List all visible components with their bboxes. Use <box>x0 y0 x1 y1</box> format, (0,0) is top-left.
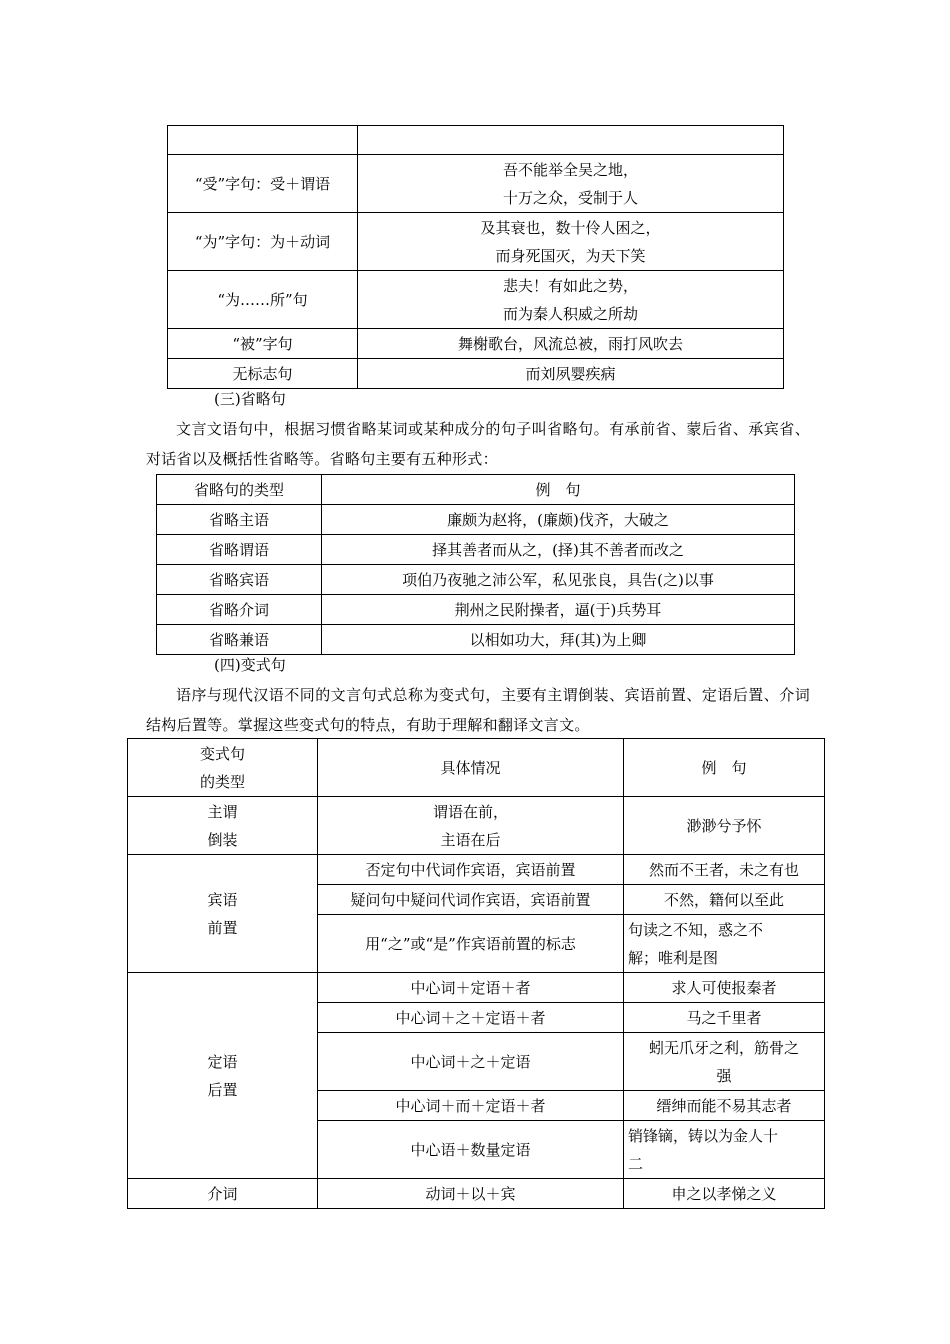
sentence-type-cell: “被”字句 <box>168 329 358 359</box>
detail-cell <box>318 797 624 855</box>
example-line: 而身死国灭，为天下笑 <box>495 246 646 265</box>
sentence-type-cell: 无标志句 <box>168 359 358 389</box>
table-header-cell <box>168 126 358 155</box>
example-cell: 廉颇为赵将，(廉颇)伐齐，大破之 <box>322 505 795 535</box>
example-cell: 马之千里者 <box>624 1003 825 1033</box>
type-line: 后置 <box>207 1080 238 1099</box>
sentence-type-cell: “为”字句：为＋动词 <box>168 213 358 271</box>
type-line: 宾语 <box>207 890 238 909</box>
example-line: 销锋镝，铸以为金人十 <box>628 1126 779 1145</box>
example-line: 悲夫！有如此之势， <box>502 276 638 295</box>
example-cell: 择其善者而从之，(择)其不善者而改之 <box>322 535 795 565</box>
example-cell <box>624 1033 825 1091</box>
detail-cell: 中心语＋数量定语 <box>318 1121 624 1179</box>
example-cell: 缙绅而能不易其志者 <box>624 1091 825 1121</box>
sentence-type-cell: 省略介词 <box>157 595 322 625</box>
detail-cell: 用“之”或“是”作宾语前置的标志 <box>318 915 624 973</box>
table-row <box>128 1179 825 1209</box>
table-row <box>157 595 795 625</box>
section-paragraph: 语序与现代汉语不同的文言句式总称为变式句，主要有主谓倒装、宾语前置、定语后置、介词结构后置等。掌握这些变式句的特点，有助于理解和翻译文言文。 <box>146 686 810 734</box>
example-line: 吾不能举全吴之地， <box>502 160 638 179</box>
passive-sentence-table <box>167 125 784 389</box>
inversion-type-cell <box>128 855 318 973</box>
example-cell: 不然，籍何以至此 <box>624 885 825 915</box>
sentence-type-cell: “为……所”句 <box>168 271 358 329</box>
sentence-type-cell: 省略主语 <box>157 505 322 535</box>
example-line: 及其衰也，数十伶人困之， <box>480 218 661 237</box>
example-line: 强 <box>716 1066 732 1085</box>
example-cell: 求人可使报秦者 <box>624 973 825 1003</box>
example-line: 解；唯利是图 <box>628 948 719 967</box>
sentence-type-cell: 省略宾语 <box>157 565 322 595</box>
inversion-type-cell <box>128 973 318 1179</box>
table-header-cell: 例 句 <box>624 739 825 797</box>
table-row <box>128 855 825 885</box>
example-line: 而为秦人积威之所劫 <box>502 304 638 323</box>
example-cell: 荆州之民附操者，逼(于)兵势耳 <box>322 595 795 625</box>
table-row <box>168 329 784 359</box>
example-line: 句读之不知，惑之不 <box>628 920 764 939</box>
omission-sentence-table <box>156 474 795 655</box>
type-line: 主谓 <box>207 802 238 821</box>
table-row <box>168 271 784 329</box>
table-header-cell <box>128 739 318 797</box>
header-line: 变式句 <box>199 744 245 763</box>
section-title: (四)变式句 <box>214 656 286 674</box>
example-cell <box>358 271 784 329</box>
section-paragraph: 文言文语句中，根据习惯省略某词或某种成分的句子叫省略句。有承前省、蒙后省、承宾省、对话省以及概括性省略等。省略句主要有五种形式： <box>146 420 810 468</box>
type-line: 倒装 <box>207 830 238 849</box>
table-row <box>157 475 795 505</box>
example-cell <box>358 213 784 271</box>
table-row <box>157 535 795 565</box>
table-row <box>157 625 795 655</box>
detail-line: 谓语在前， <box>432 802 508 821</box>
detail-cell: 中心词＋而＋定语＋者 <box>318 1091 624 1121</box>
type-line: 定语 <box>207 1052 238 1071</box>
example-cell <box>358 155 784 213</box>
sentence-type-cell: 省略谓语 <box>157 535 322 565</box>
header-line: 的类型 <box>199 772 245 791</box>
type-line: 前置 <box>207 918 238 937</box>
section-title: (三)省略句 <box>214 390 286 408</box>
table-row <box>157 565 795 595</box>
inversion-type-cell <box>128 797 318 855</box>
example-cell: 项伯乃夜驰之沛公军，私见张良，具告(之)以事 <box>322 565 795 595</box>
example-cell: 而刘夙婴疾病 <box>358 359 784 389</box>
example-cell: 舞榭歌台，风流总被，雨打风吹去 <box>358 329 784 359</box>
example-cell: 申之以孝悌之义 <box>624 1179 825 1209</box>
inversion-type-cell: 介词 <box>128 1179 318 1209</box>
detail-line: 主语在后 <box>440 830 501 849</box>
example-cell <box>624 1121 825 1179</box>
detail-cell: 疑问句中疑问代词作宾语，宾语前置 <box>318 885 624 915</box>
table-row <box>128 739 825 797</box>
sentence-type-cell: 省略兼语 <box>157 625 322 655</box>
table-row <box>157 505 795 535</box>
table-row <box>168 126 784 155</box>
example-line: 二 <box>628 1154 644 1173</box>
sentence-type-cell: “受”字句：受＋谓语 <box>168 155 358 213</box>
table-header-cell <box>358 126 784 155</box>
detail-cell: 中心词＋之＋定语 <box>318 1033 624 1091</box>
example-line: 蚓无爪牙之利，筋骨之 <box>648 1038 799 1057</box>
table-header-cell: 例 句 <box>322 475 795 505</box>
detail-cell: 中心词＋定语＋者 <box>318 973 624 1003</box>
example-cell: 然而不王者，未之有也 <box>624 855 825 885</box>
table-header-cell: 省略句的类型 <box>157 475 322 505</box>
table-header-cell: 具体情况 <box>318 739 624 797</box>
table-row <box>128 797 825 855</box>
example-cell <box>624 915 825 973</box>
detail-cell: 动词＋以＋宾 <box>318 1179 624 1209</box>
example-cell: 渺渺兮予怀 <box>624 797 825 855</box>
table-row <box>128 973 825 1003</box>
detail-cell: 否定句中代词作宾语，宾语前置 <box>318 855 624 885</box>
table-row <box>168 155 784 213</box>
example-line: 十万之众，受制于人 <box>502 188 638 207</box>
detail-cell: 中心词＋之＋定语＋者 <box>318 1003 624 1033</box>
inverted-sentence-table <box>127 738 825 1209</box>
table-row <box>168 359 784 389</box>
table-row <box>168 213 784 271</box>
example-cell: 以相如功大，拜(其)为上卿 <box>322 625 795 655</box>
